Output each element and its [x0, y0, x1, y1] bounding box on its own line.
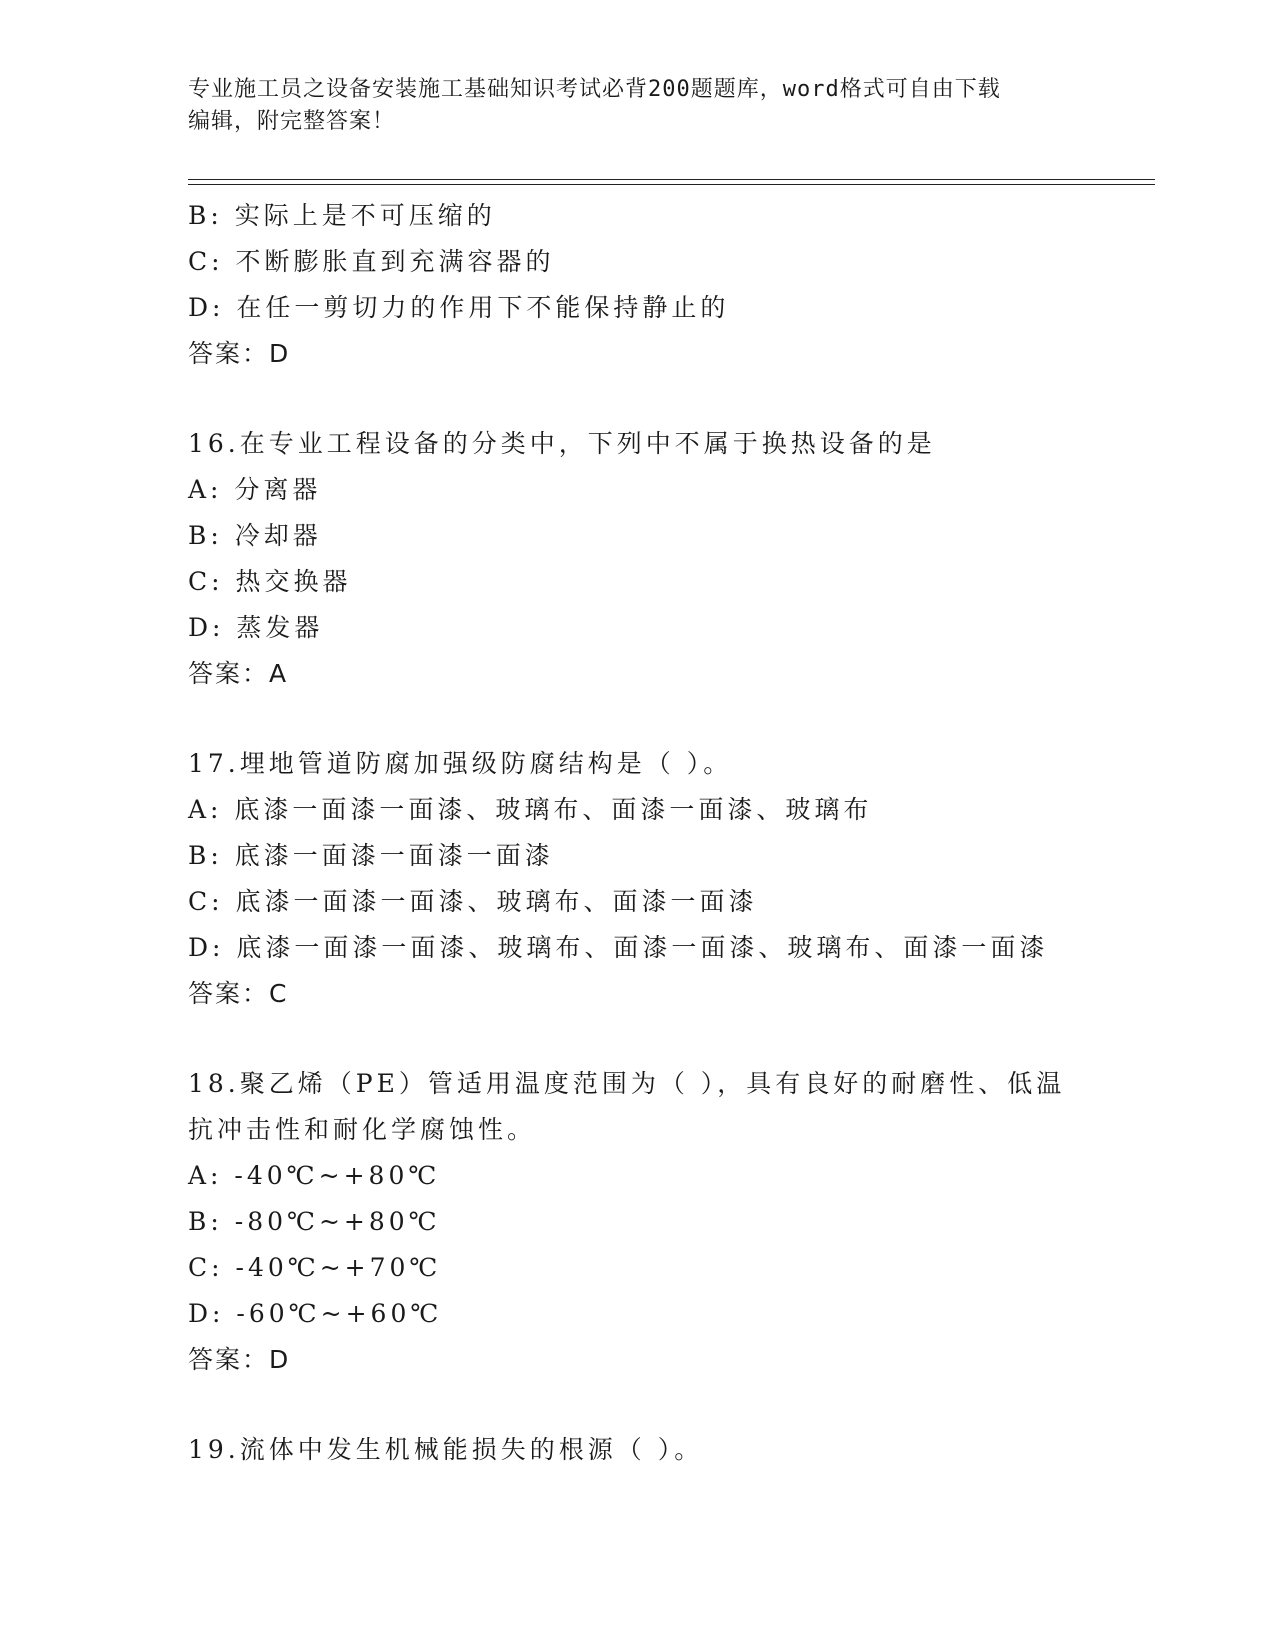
option-b: B: 底漆一面漆一面漆一面漆 — [188, 841, 554, 870]
option-a: A: -40℃~+80℃ — [188, 1161, 441, 1190]
option-b: B: 冷却器 — [188, 521, 322, 550]
option-c: C: 底漆一面漆一面漆、玻璃布、面漆一面漆 — [188, 887, 758, 916]
option-c: C: 不断膨胀直到充满容器的 — [188, 247, 555, 276]
spacer — [188, 697, 1128, 741]
answer-text: 答案：A — [188, 659, 289, 688]
option-c: C: 热交换器 — [188, 567, 352, 596]
answer-text: 答案：C — [188, 979, 289, 1008]
question-16 — [188, 421, 1128, 697]
answer-text: 答案：D — [188, 339, 291, 368]
spacer — [188, 1383, 1128, 1427]
option-d: D: 蒸发器 — [188, 613, 324, 642]
question-text-line2: 抗冲击性和耐化学腐蚀性。 — [188, 1115, 537, 1144]
header-title-line1: 专业施工员之设备安装施工基础知识考试必背200题题库，word格式可自由下载 — [188, 77, 1001, 102]
option-a: A: 分离器 — [188, 475, 322, 504]
question-18 — [188, 1061, 1128, 1383]
option-d: D: 在任一剪切力的作用下不能保持静止的 — [188, 293, 730, 322]
option-c: C: -40℃~+70℃ — [188, 1253, 442, 1282]
option-d: D: 底漆一面漆一面漆、玻璃布、面漆一面漆、玻璃布、面漆一面漆 — [188, 933, 1049, 962]
question-text-line1: 18.聚乙烯（PE）管适用温度范围为（ ），具有良好的耐磨性、低温 — [188, 1069, 1066, 1098]
option-b: B: 实际上是不可压缩的 — [188, 201, 496, 230]
option-a: A: 底漆一面漆一面漆、玻璃布、面漆一面漆、玻璃布 — [188, 795, 873, 824]
header-divider-bottom — [188, 184, 1155, 185]
option-b: B: -80℃~+80℃ — [188, 1207, 441, 1236]
question-text: 16.在专业工程设备的分类中，下列中不属于换热设备的是 — [188, 429, 936, 458]
spacer — [188, 1017, 1128, 1061]
question-text: 19.流体中发生机械能损失的根源（ ）。 — [188, 1435, 704, 1464]
answer-text: 答案：D — [188, 1345, 291, 1374]
option-d: D: -60℃~+60℃ — [188, 1299, 443, 1328]
document-header — [188, 74, 1088, 138]
question-19 — [188, 1427, 1128, 1473]
question-17 — [188, 741, 1128, 1017]
header-divider-top — [188, 179, 1155, 180]
question-15-partial — [188, 193, 1128, 377]
question-content — [188, 193, 1128, 1473]
spacer — [188, 377, 1128, 421]
question-text: 17.埋地管道防腐加强级防腐结构是（ ）。 — [188, 749, 733, 778]
header-title-line2: 编辑，附完整答案！ — [188, 109, 396, 134]
